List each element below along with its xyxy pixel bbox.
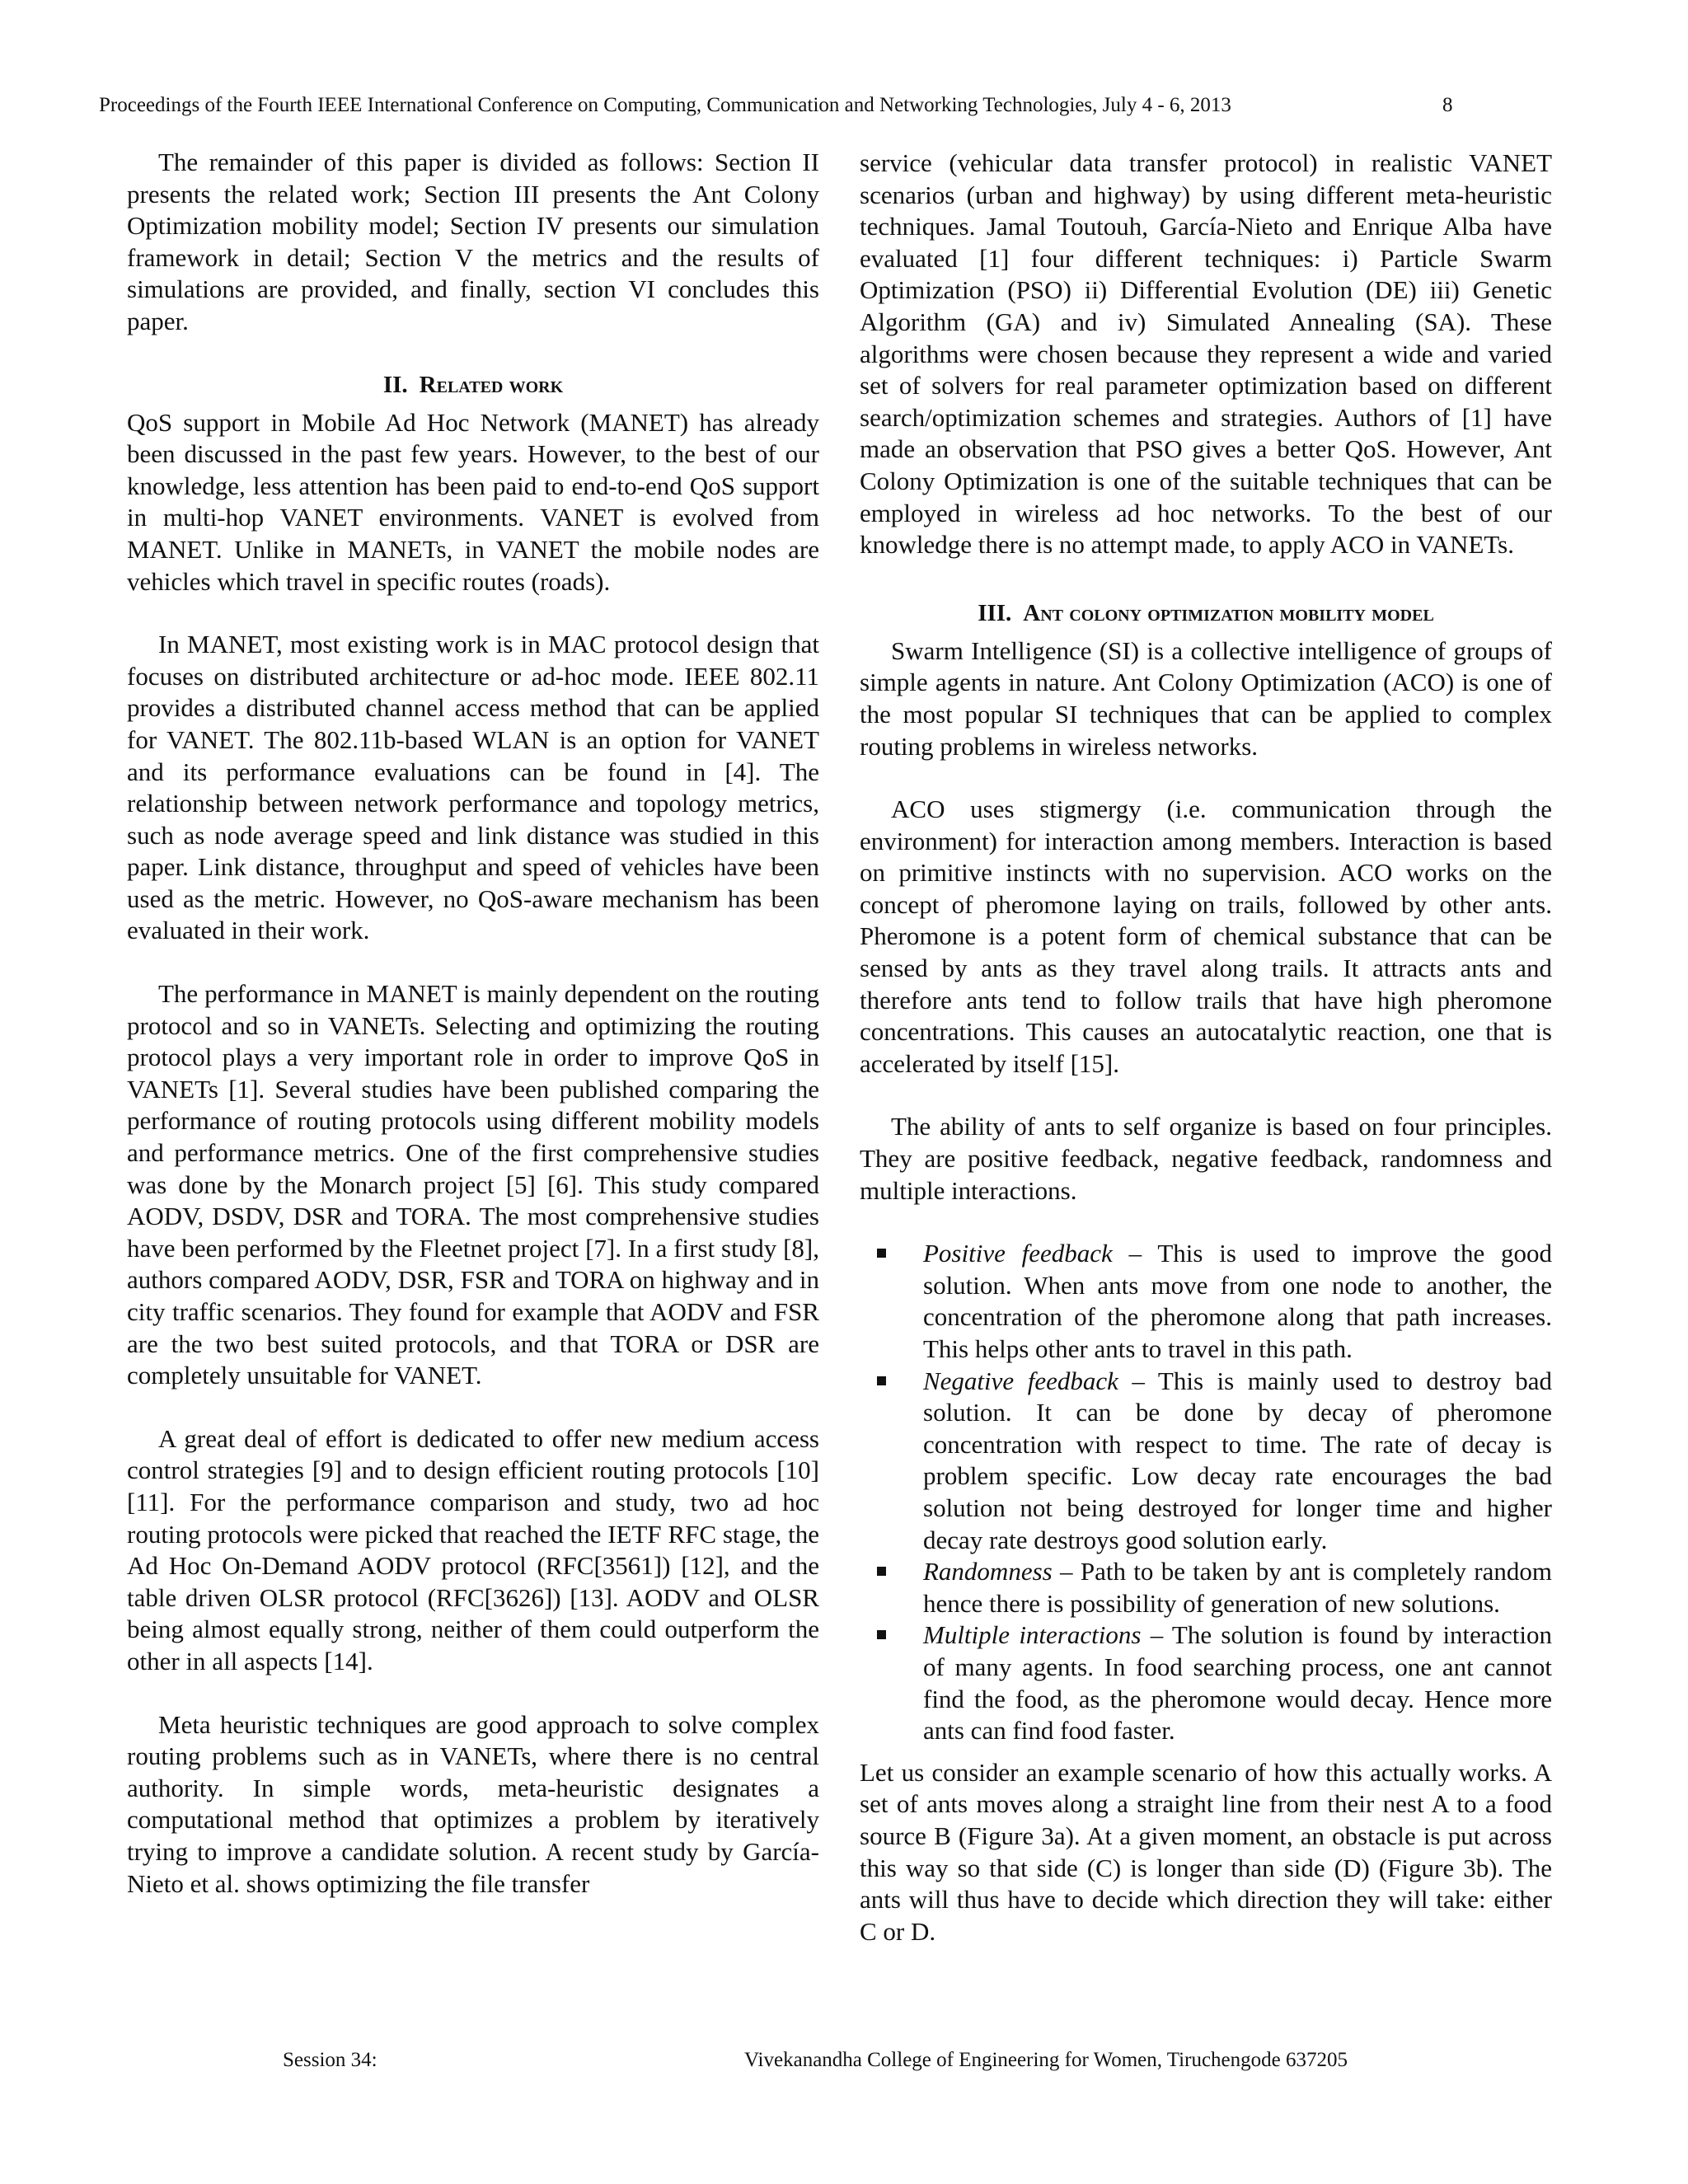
- section-heading-related-work: [127, 369, 819, 401]
- footer-session: Session 34:: [283, 2049, 377, 2071]
- section-heading-aco: [860, 598, 1552, 629]
- page-number: 8: [1442, 94, 1453, 116]
- list-item: [860, 1238, 1552, 1365]
- section-number: III.: [978, 599, 1012, 626]
- list-item-term: Randomness: [923, 1557, 1053, 1586]
- bullet-marker: [877, 1567, 886, 1576]
- list-item-text: – The solution is found by interaction of many agents. In food searching process, one ant cannot find the food, as the pheromone would decay. Hence more ants can find food faster.: [923, 1620, 1552, 1746]
- section-title: Ant colony optimization mobility model: [1023, 599, 1434, 626]
- paragraph-aco: ACO uses stigmergy (i.e. communication through the environment) for interaction among members. Interaction is based on primitive instincts with no supervision. ACO works on the concept of pheromone laying on trails, followed by other ants. Pheromone is a potent form of chemical substance that can be sensed by ants as they travel along trails. It attracts ants and therefore ants tend to follow trails that have high pheromone concentrations. This causes an autocatalytic reaction, one that is accelerated by itself [15].: [860, 794, 1552, 1078]
- paragraph-continued: service (vehicular data transfer protocol) in realistic VANET scenarios (urban and highway) by using different meta-heuristic techniques. Jamal Toutouh, García-Nieto and Enrique Alba have evaluated [1] four different techniques: i) Particle Swarm Optimization (PSO) ii) Differential Evolution (DE) iii) Genetic Algorithm (GA) and iv) Simulated Annealing (SA). These algorithms were chosen because they represent a wide and varied set of solvers for real parameter optimization based on different search/optimization schemes and strategies. Authors of [1] have made an observation that PSO gives a better QoS. However, Ant Colony Optimization is one of the suitable techniques that can be employed in wireless ad hoc networks. To the best of our knowledge there is no attempt made, to apply ACO in VANETs.: [860, 148, 1552, 560]
- list-item-text: – This is mainly used to destroy bad solution. It can be done by decay of pheromone concentration with respect to time. The rate of decay is problem specific. Low decay rate encourages the bad solution not being destroyed for longer time and higher decay rate destroys good solution early.: [923, 1366, 1552, 1554]
- footer-institution: Vivekanandha College of Engineering for Women, Tiruchengode 637205: [744, 2049, 1348, 2071]
- paragraph-effort: A great deal of effort is dedicated to offer new medium access control strategies [9] and to design efficient routing protocols [10] [11]. For the performance comparison and study, two ad hoc routing protocols were picked that reached the IETF RFC stage, the Ad Hoc On-Demand AODV protocol (RFC[3561]) [12], and the table driven OLSR protocol (RFC[3626]) [13]. AODV and OLSR being almost equally strong, neither of them could outperform the other in all aspects [14].: [127, 1423, 819, 1675]
- running-header: [99, 92, 1451, 119]
- paragraph-mac: In MANET, most existing work is in MAC protocol design that focuses on distributed architecture or ad-hoc mode. IEEE 802.11 provides a distributed channel access method that can be applied for VANET. The 802.11b-based WLAN is an option for VANET and its performance evaluations can be found in [4]. The relationship between network performance and topology metrics, such as node average speed and link distance was studied in this paper. Link distance, throughput and speed of vehicles have been used as the metric. However, no QoS-aware mechanism has been evaluated in their work.: [127, 630, 819, 945]
- paragraph-ability: The ability of ants to self organize is based on four principles. They are positive feedback, negative feedback, randomness and multiple interactions.: [860, 1112, 1552, 1205]
- list-item-text: – Path to be taken by ant is completely random hence there is possibility of generation of new solutions.: [923, 1557, 1552, 1618]
- list-item-term: Multiple interactions: [923, 1620, 1142, 1650]
- right-column: [860, 148, 1552, 1947]
- list-item: [860, 1366, 1552, 1557]
- principles-list: [860, 1238, 1552, 1747]
- paragraph-intro: The remainder of this paper is divided as follows: Section II presents the related work; Section III presents the Ant Colony Optimization mobility model; Section IV presents our simulation framework in detail; Section V the metrics and the results of simulations are provided, and finally, section VI concludes this paper.: [127, 148, 819, 335]
- paragraph-example: Let us consider an example scenario of how this actually works. A set of ants moves along a straight line from their nest A to a food source B (Figure 3a). At a given moment, an obstacle is put across this way so that side (C) is longer than side (D) (Figure 3b). The ants will thus have to decide which direction they will take: either C or D.: [860, 1757, 1552, 1946]
- list-item: [860, 1619, 1552, 1746]
- left-column: [127, 147, 819, 1900]
- section-title: Related work: [419, 371, 564, 398]
- running-title: Proceedings of the Fourth IEEE International Conference on Computing, Communication and Networking Technologies, July 4 - 6, 2013: [99, 94, 1231, 116]
- paragraph-swarm: Swarm Intelligence (SI) is a collective intelligence of groups of simple agents in nature. Ant Colony Optimization (ACO) is one of the most popular SI techniques that can be applied to complex routing problems in wireless networks.: [860, 635, 1552, 761]
- list-item-text: – This is used to improve the good solution. When ants move from one node to another, the concentration of the pheromone along that path increases. This helps other ants to travel in this path.: [923, 1239, 1552, 1363]
- bullet-marker: [877, 1630, 886, 1639]
- paragraph-qos: QoS support in Mobile Ad Hoc Network (MANET) has already been discussed in the past few years. However, to the best of our knowledge, less attention has been paid to end-to-end QoS support in multi-hop VANET environments. VANET is evolved from MANET. Unlike in MANETs, in VANET the mobile nodes are vehicles which travel in specific routes (roads).: [127, 407, 819, 596]
- list-item: [860, 1556, 1552, 1619]
- bullet-marker: [877, 1249, 886, 1258]
- paragraph-meta-heuristic: Meta heuristic techniques are good approach to solve complex routing problems such as in VANETs, where there is no central authority. In simple words, meta-heuristic designates a computational method that optimizes a problem by iteratively trying to improve a candidate solution. A recent study by García-Nieto et al. shows optimizing the file transfer: [127, 1709, 819, 1898]
- list-item-term: Negative feedback: [923, 1366, 1118, 1395]
- list-item-term: Positive feedback: [923, 1239, 1113, 1268]
- paragraph-performance: The performance in MANET is mainly dependent on the routing protocol and so in VANETs. Selecting and optimizing the routing protocol plays a very important role in order to improve QoS in VANETs [1]. Several studies have been published comparing the performance of routing protocols using different mobility models and performance metrics. One of the first comprehensive studies was done by the Monarch project [5] [6]. This study compared AODV, DSDV, DSR and TORA. The most comprehensive studies have been performed by the Fleetnet project [7]. In a first study [8], authors compared AODV, DSR, FSR and TORA on highway and in city traffic scenarios. They found for example that AODV and FSR are the two best suited protocols, and that TORA or DSR are completely unsuitable for VANET.: [127, 979, 819, 1390]
- section-number: II.: [382, 371, 408, 398]
- bullet-marker: [877, 1376, 886, 1385]
